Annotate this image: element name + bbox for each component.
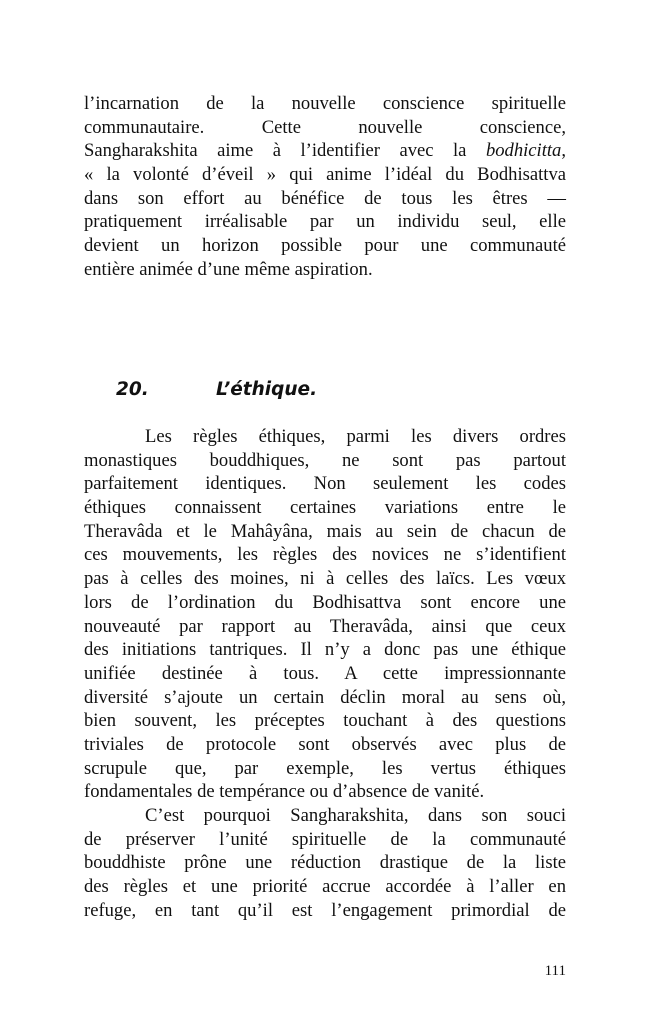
text-line: pas à celles des moines, ni à celles des laïcs. Les vœux xyxy=(84,568,566,590)
text-line: scrupule que, par exemple, les vertus éthiques xyxy=(84,757,566,779)
text-line: fondamentales de tempérance ou d’absence de vanité. xyxy=(84,781,485,803)
text-line: nouveauté par rapport au Theravâda, ainsi que ceux xyxy=(84,615,566,637)
text-line: des initiations tantriques. Il n’y a donc pas une éthique xyxy=(84,639,566,661)
text-line: des règles et une priorité accrue accordée à l’aller en xyxy=(84,876,566,898)
text-line: Theravâda et le Mahâyâna, mais au sein de chacun de xyxy=(84,520,566,542)
section-title: L’éthique. xyxy=(216,379,318,400)
page-number: 111 xyxy=(544,963,566,979)
text-line: de préserver l’unité spirituelle de la communauté xyxy=(84,828,566,850)
text-line: entière animée d’une même aspiration. xyxy=(84,258,373,280)
text-line: lors de l’ordination du Bodhisattva sont encore une xyxy=(84,591,566,613)
paragraph-ethics-2 xyxy=(84,804,566,922)
paragraph-ethics-1 xyxy=(84,425,566,804)
text-line: éthiques connaissent certaines variations entre le xyxy=(84,497,566,519)
text-fragment: Sangharakshita aime à l’identifier avec la xyxy=(84,140,486,162)
paragraph-continuation xyxy=(84,92,566,282)
text-line: Les règles éthiques, parmi les divers ordres xyxy=(145,426,566,447)
text-line: diversité s’ajoute un certain déclin moral au sens où, xyxy=(84,686,566,708)
text-line: bien souvent, les préceptes touchant à des questions xyxy=(84,710,566,732)
section-heading xyxy=(116,376,566,404)
text-line: monastiques bouddhiques, ne sont pas partout xyxy=(84,449,566,471)
text-line: pratiquement irréalisable par un individu seul, elle xyxy=(84,211,566,233)
text-line: refuge, en tant qu’il est l’engagement primordial de xyxy=(84,899,566,921)
text-line: parfaitement identiques. Non seulement les codes xyxy=(84,473,566,495)
text-line: l’incarnation de la nouvelle conscience spirituelle xyxy=(84,93,566,114)
text-line xyxy=(84,139,566,163)
text-line: C’est pourquoi Sangharakshita, dans son souci xyxy=(145,805,566,826)
text-fragment: , xyxy=(561,140,566,162)
italic-term-bodhicitta: bodhicitta xyxy=(485,140,562,162)
text-line: triviales de protocole sont observés avec plus de xyxy=(84,733,566,755)
text-line: ces mouvements, les règles des novices ne s’identifient xyxy=(84,544,566,566)
section-number: 20. xyxy=(116,379,149,400)
text-line: dans son effort au bénéfice de tous les êtres — xyxy=(84,187,566,209)
text-line: « la volonté d’éveil » qui anime l’idéal du Bodhisattva xyxy=(84,164,566,186)
text-line: devient un horizon possible pour une communauté xyxy=(84,235,566,257)
text-line: bouddhiste prône une réduction drastique de la liste xyxy=(84,852,566,874)
text-line: unifiée destinée à tous. A cette impressionnante xyxy=(84,662,566,684)
text-line: communautaire. Cette nouvelle conscience, xyxy=(84,116,566,138)
